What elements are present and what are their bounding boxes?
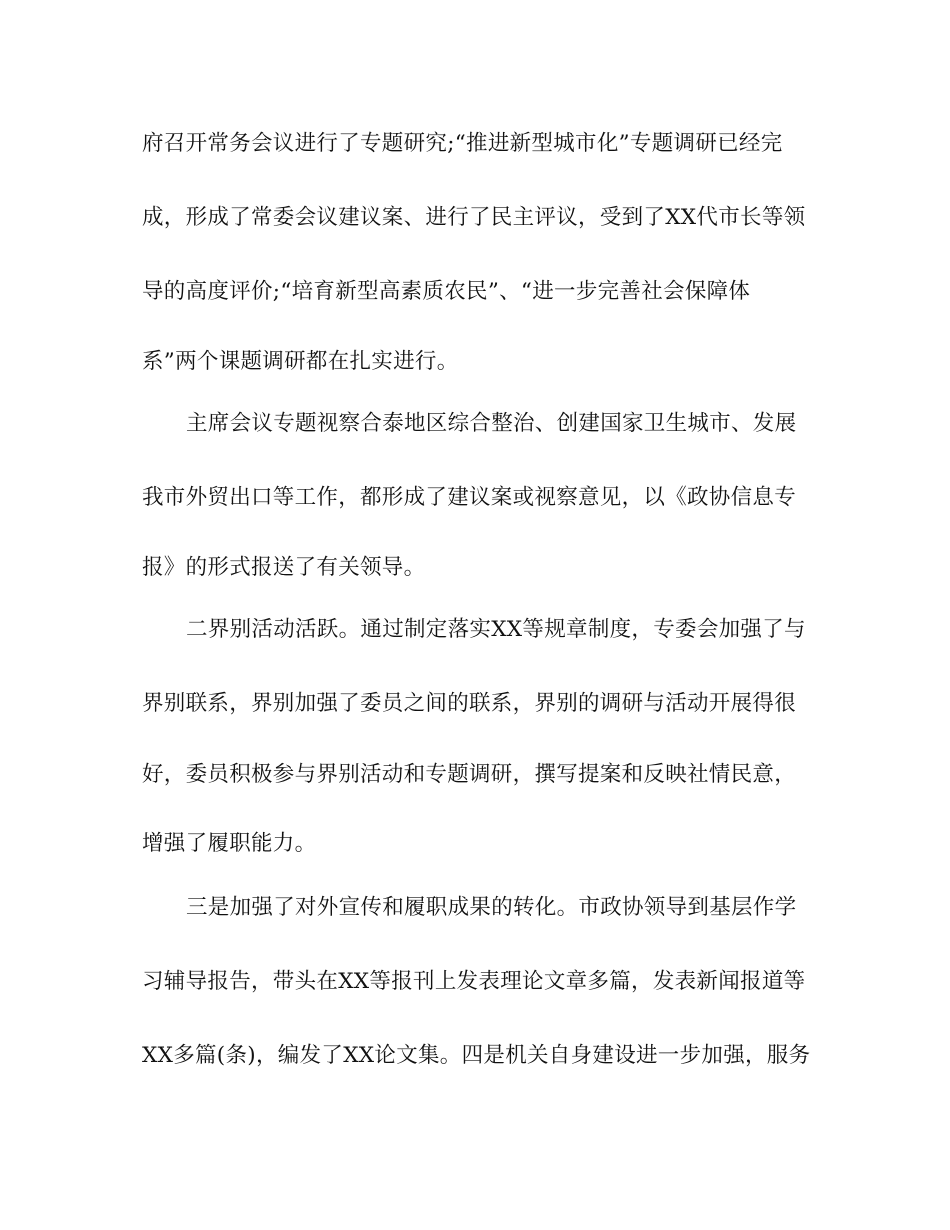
text-line: 好，委员积极参与界别活动和专题调研，撰写提案和反映社情民意，	[142, 762, 797, 787]
text-line: XX多篇(条)，编发了XX论文集。四是机关自身建设进一步加强，服务	[142, 1043, 811, 1068]
text-line: 成，形成了常委会议建议案、进行了民主评议，受到了XX代市长等领	[142, 205, 806, 230]
text-line: 报》的形式报送了有关领导。	[142, 555, 426, 580]
paragraph-first-line: 三是加强了对外宣传和履职成果的转化。市政协领导到基层作学	[186, 895, 797, 920]
text-line: 界别联系，界别加强了委员之间的联系，界别的调研与活动开展得很	[142, 691, 797, 716]
paragraph-first-line: 主席会议专题视察合泰地区综合整治、创建国家卫生城市、发展	[186, 411, 797, 436]
text-line: 导的高度评价;“培育新型高素质农民”、“进一步完善社会保障体	[142, 279, 751, 304]
text-line: 我市外贸出口等工作，都形成了建议案或视察意见，以《政协信息专	[142, 485, 797, 510]
text-line: 系”两个课题调研都在扎实进行。	[142, 349, 459, 374]
text-line: 增强了履职能力。	[142, 831, 317, 856]
text-line: 习辅导报告，带头在XX等报刊上发表理论文章多篇，发表新闻报道等	[142, 969, 806, 994]
text-line: 府召开常务会议进行了专题研究;“推进新型城市化”专题调研已经完	[142, 131, 783, 156]
paragraph-first-line: 二界别活动活跃。通过制定落实XX等规章制度，专委会加强了与	[186, 617, 806, 642]
